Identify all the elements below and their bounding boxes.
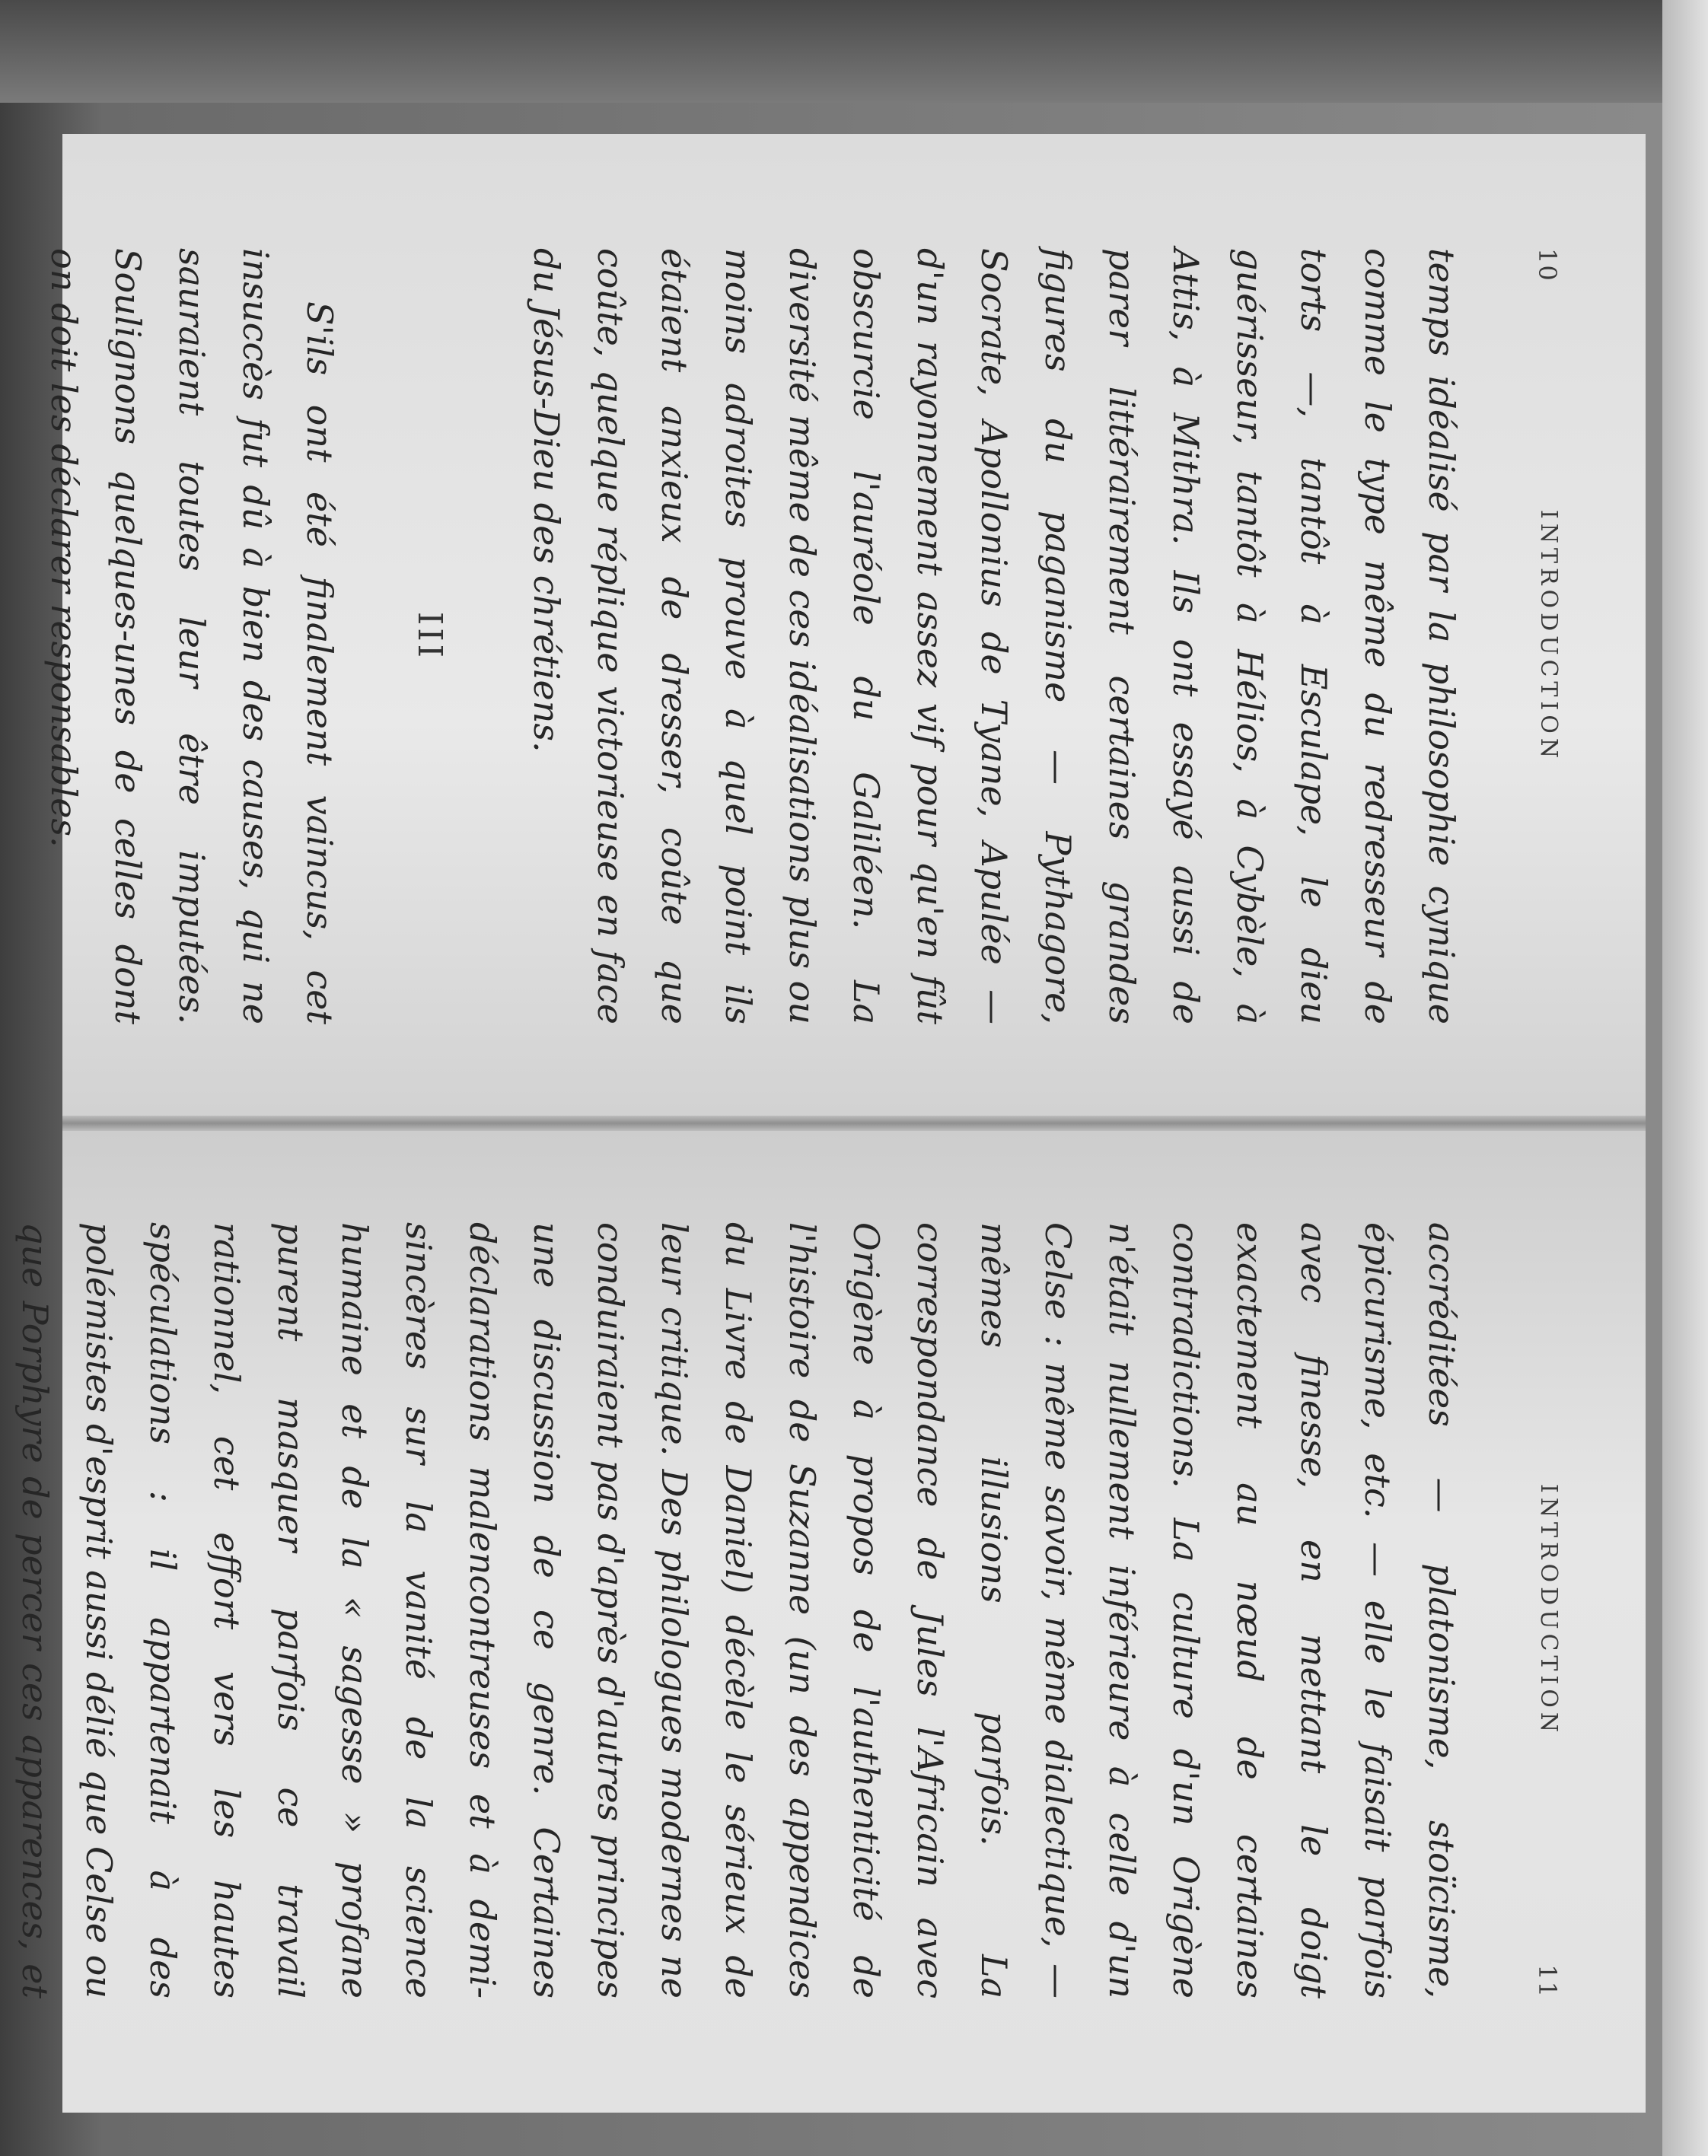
left-running-head [1519,248,1562,1024]
open-book [14,134,1646,2113]
right-paragraph-1: accréditées — platonisme, stoïcisme, épicurisme, etc. — elle le faisait parfois avec finesse, en mettant le doigt exactement au nœud de certaines contradictions. La culture d'un Origène n'était nullement inférieure à celle d'un Celse : même savoir, même dialectique, — mêmes illusions parfois. La correspondance de Jules l'Africain avec Origène à propos de l'authenticité de l'histoire de Suzanne (un des appendices du Livre de Daniel) décèle le sérieux de leur critique. Des philologues modernes ne conduiraient pas d'après d'autres principes une discussion de ce genre. Certaines déclarations malencontreuses et à demi-sincères sur la vanité de la science humaine et de la « sagesse » profane purent masquer parfois ce travail rationnel, cet effort vers les hautes spéculations : il appartenait à des polémistes d'esprit aussi délié que Celse ou que Porphyre de percer ces apparences, et [14,1222,1462,1998]
right-page-number: 11 [1533,1964,1562,1998]
left-paragraph-2: S'ils ont été finalement vaincus, cet insuccès fut dû à bien des causes, qui ne sauraient toutes leur être imputées. Soulignons quelques-unes de celles dont on doit les déclarer responsables. [43,248,340,1024]
right-running-head [1519,1222,1562,1998]
right-body-text [0,1222,1474,1998]
right-running-title: INTRODUCTION [1535,1483,1562,1737]
right-page [14,1131,1646,2113]
book-gutter [62,1116,1646,1131]
scanner-edge-top [0,0,1708,103]
left-page-number: 10 [1533,248,1562,282]
left-running-title: INTRODUCTION [1535,509,1562,763]
left-body-text [0,248,1474,1024]
scanner-edge-right [1662,0,1708,2156]
left-paragraph-1: temps idéalisé par la philosophie cynique comme le type même du redresseur de torts —, tantôt à Esculape, le dieu guérisseur, tantôt à Hélios, à Cybèle, à Attis, à Mithra. Ils ont essayé aussi de parer littérairement certaines grandes figures du paganisme — Pythagore, Socrate, Apollonius de Tyane, Apulée — d'un rayonnement assez vif pour qu'en fût obscurcie l'auréole du Galiléen. La diversité même de ces idéalisations plus ou moins adroites prouve à quel point ils étaient anxieux de dresser, coûte que coûte, quelque réplique victorieuse en face du Jésus-Dieu des chrétiens. [526,248,1462,1024]
section-heading: III [410,611,449,661]
left-page [43,134,1646,1116]
